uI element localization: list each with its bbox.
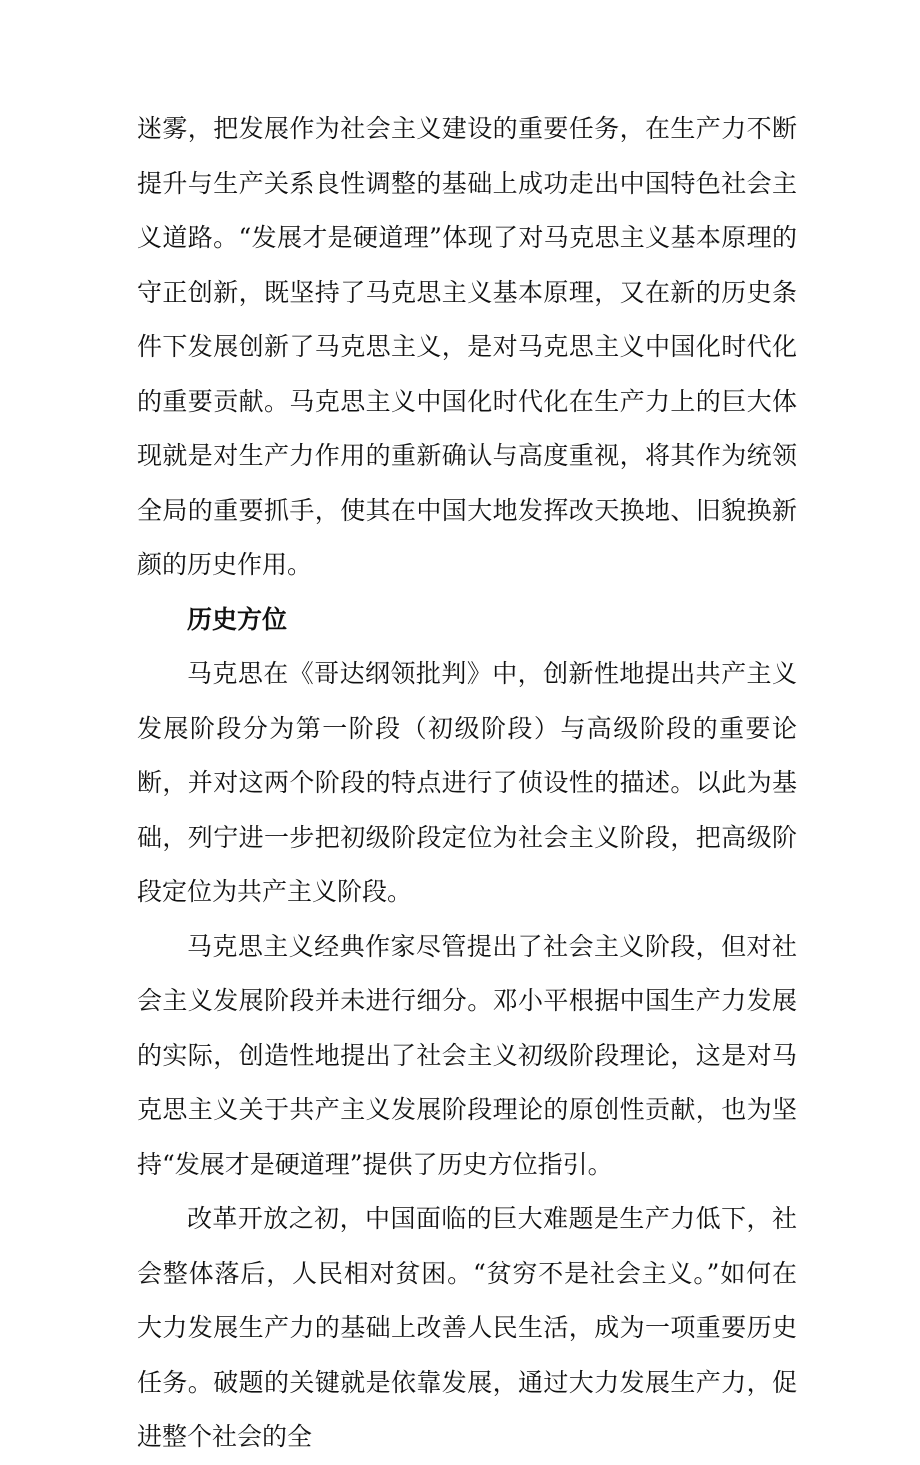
- paragraph-continued: 迷雾，把发展作为社会主义建设的重要任务，在生产力不断提升与生产关系良性调整的基础上成功走出中国特色社会主义道路。“发展才是硬道理”体现了对马克思主义基本原理的守正创新，既坚持了马克思主义基本原理，又在新的历史条件下发展创新了马克思主义，是对马克思主义中国化时代化的重要贡献。马克思主义中国化时代化在生产力上的巨大体现就是对生产力作用的重新确认与高度重视，将其作为统领全局的重要抓手，使其在中国大地发挥改天换地、旧貌换新颜的历史作用。: [137, 114, 797, 579]
- paragraph-reform-opening: 改革开放之初，中国面临的巨大难题是生产力低下，社会整体落后，人民相对贫困。“贫穷不是社会主义。”如何在大力发展生产力的基础上改善人民生活，成为一项重要历史任务。破题的关键就是依靠发展，通过大力发展生产力，促进整个社会的全: [137, 1204, 797, 1451]
- section-heading: 历史方位: [187, 604, 288, 634]
- paragraph-marx-gotha: 马克思在《哥达纲领批判》中，创新性地提出共产主义发展阶段分为第一阶段（初级阶段）与高级阶段的重要论断，并对这两个阶段的特点进行了侦设性的描述。以此为基础，列宁进一步把初级阶段定位为社会主义阶段，把高级阶段定位为共产主义阶段。: [137, 659, 797, 906]
- document-page: [137, 102, 797, 1465]
- paragraph-primary-stage: 马克思主义经典作家尽管提出了社会主义阶段，但对社会主义发展阶段并未进行细分。邓小平根据中国生产力发展的实际，创造性地提出了社会主义初级阶段理论，这是对马克思主义关于共产主义发展阶段理论的原创性贡献，也为坚持“发展才是硬道理”提供了历史方位指引。: [137, 931, 797, 1179]
